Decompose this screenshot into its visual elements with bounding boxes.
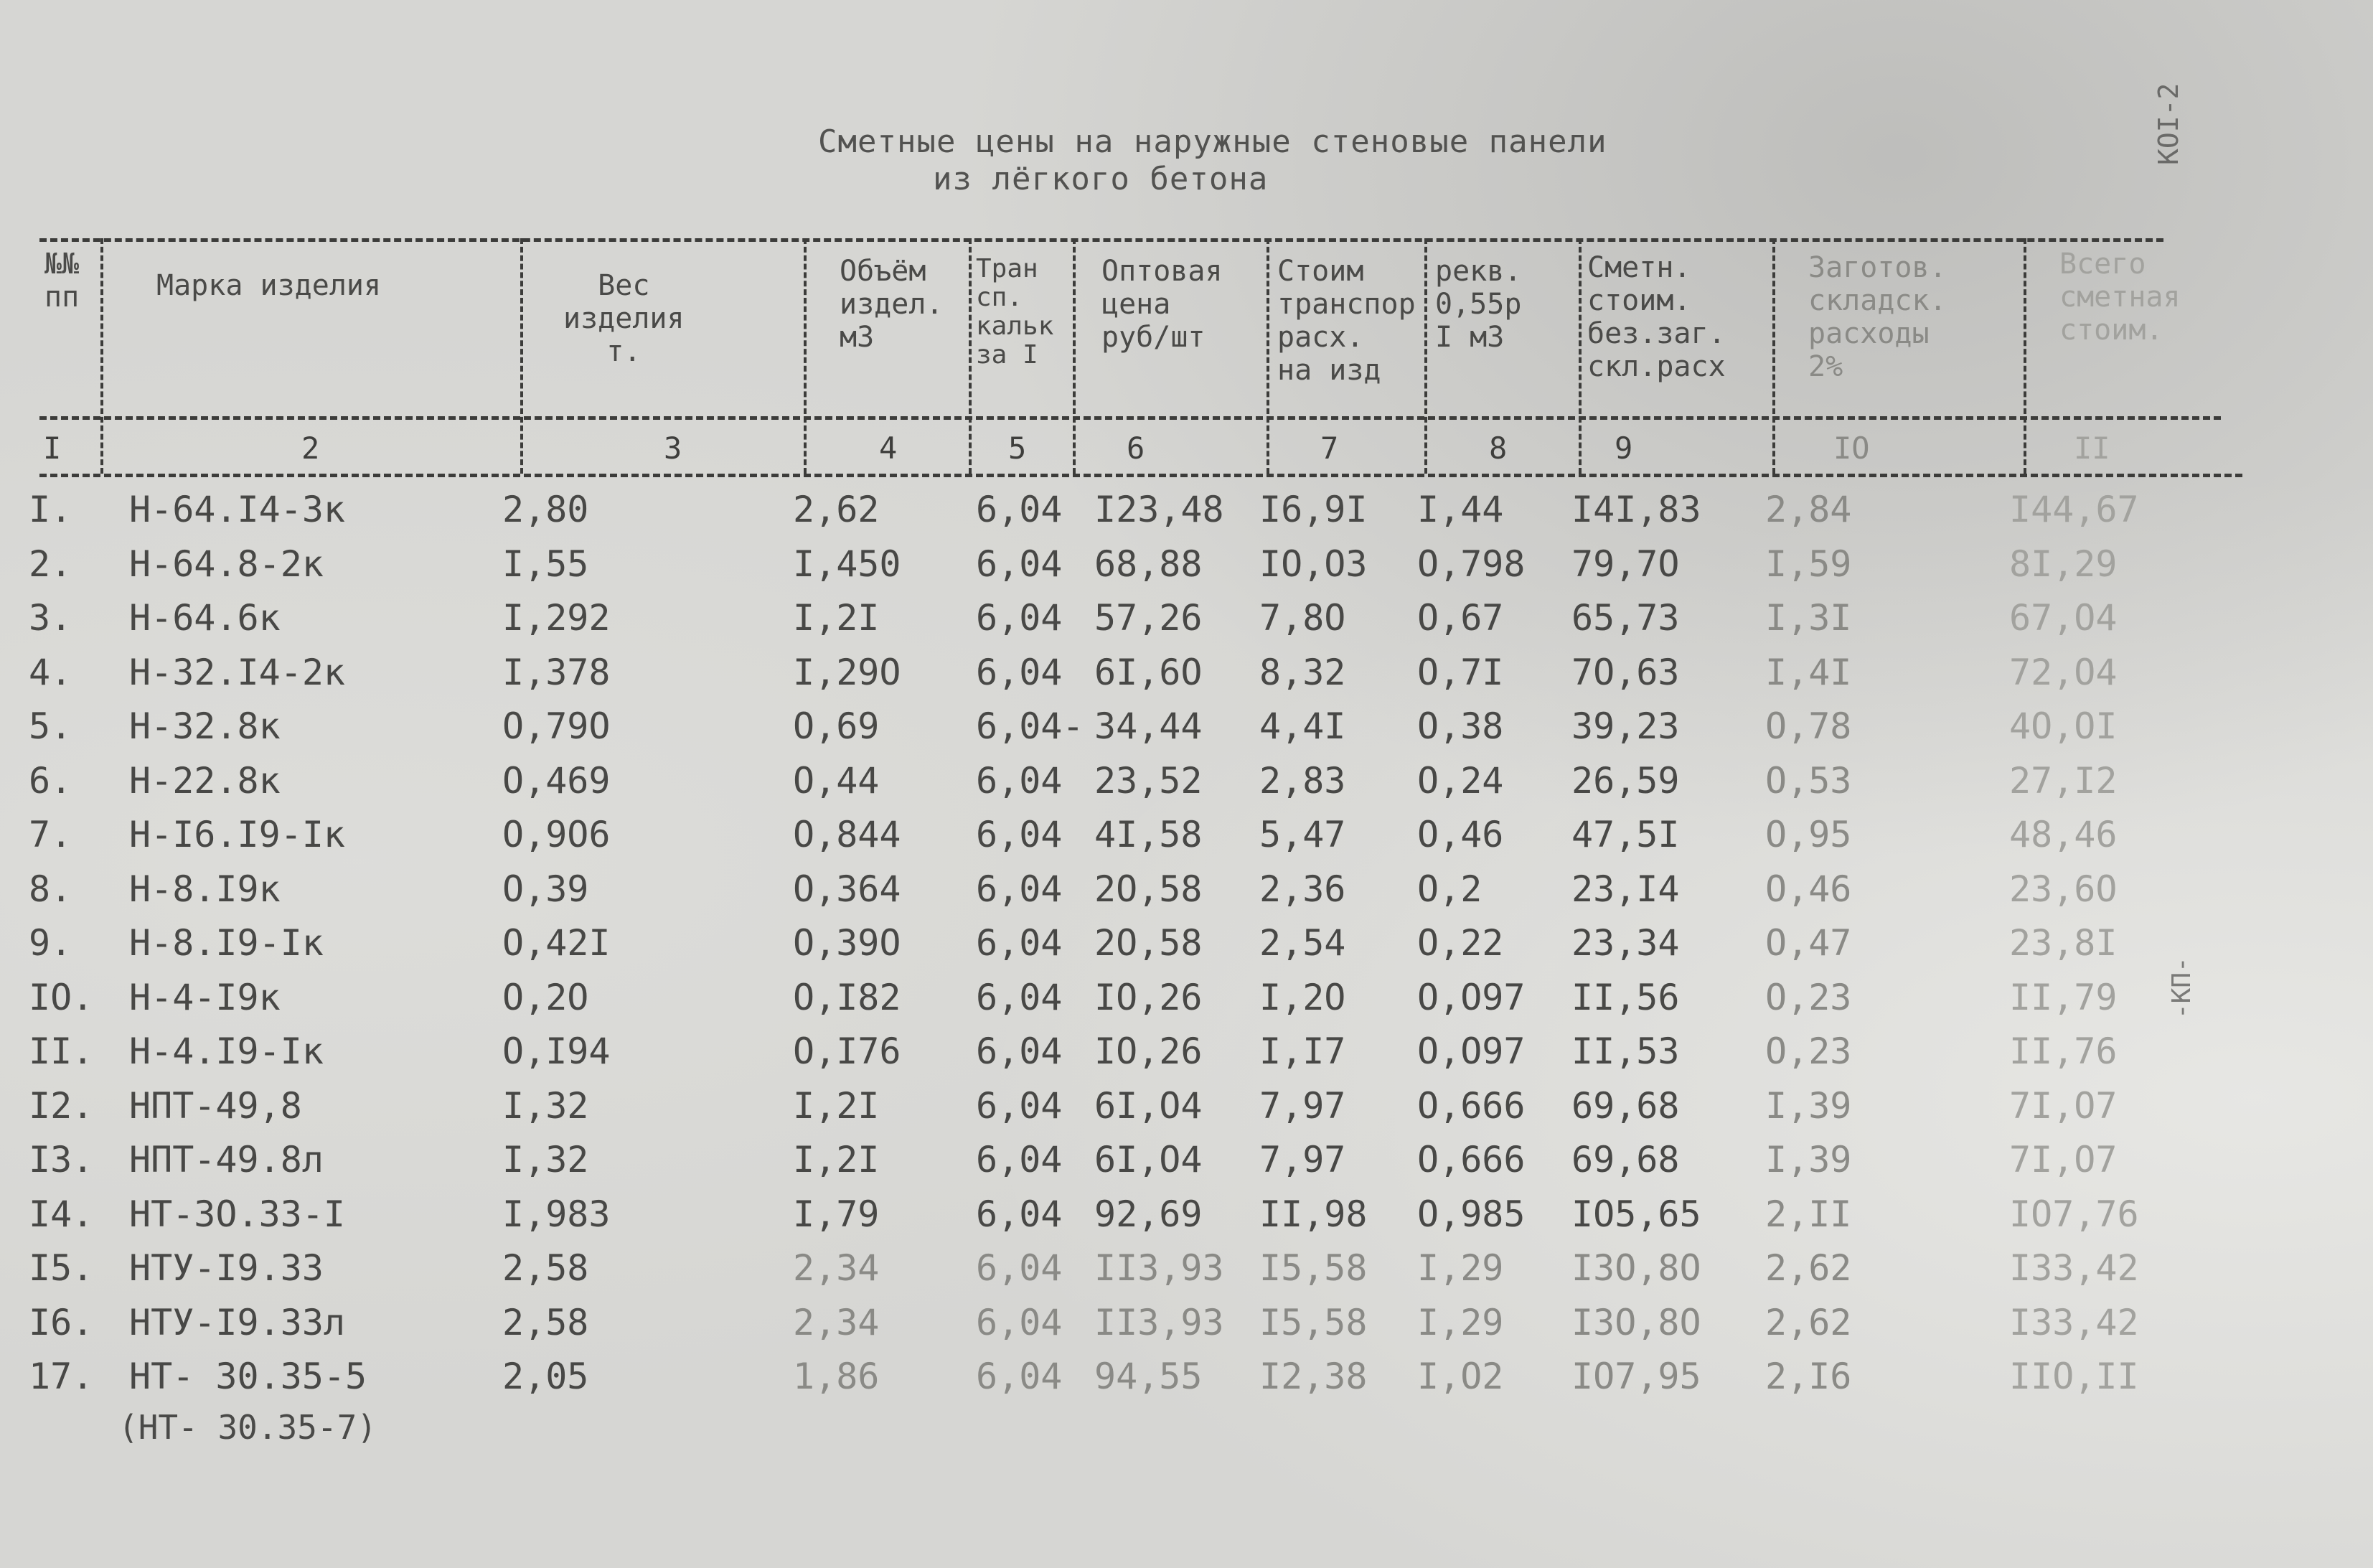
transport-cost-cell: 2,36: [1259, 868, 1346, 910]
price-cell: 94,55: [1094, 1356, 1203, 1397]
procurement-cell: O,46: [1765, 868, 1852, 910]
price-cell: 68,88: [1094, 543, 1203, 585]
row-number: I5.: [29, 1247, 94, 1289]
price-cell: IO,26: [1094, 976, 1203, 1018]
document-title: [818, 123, 1751, 198]
col-number: IO: [1833, 431, 1870, 466]
table-row: [0, 1247, 2373, 1301]
row-number: 9.: [29, 922, 72, 964]
table-row: [0, 759, 2373, 814]
total-cell: 72,O4: [2009, 651, 2118, 693]
product-mark: Н-22.8к: [129, 759, 281, 802]
header-transport: Тран сп. кальк за I: [976, 254, 1054, 370]
header-col-sep: [100, 238, 103, 474]
table-row: [0, 596, 2373, 651]
transport-cost-cell: II,98: [1259, 1193, 1368, 1235]
procurement-cell: 2,62: [1765, 1247, 1852, 1289]
procurement-cell: 2,I6: [1765, 1356, 1852, 1397]
header-col-sep: [520, 238, 523, 474]
procurement-cell: 2,II: [1765, 1193, 1852, 1235]
transport-cell: 6,04: [976, 489, 1063, 530]
volume-cell: 2,34: [793, 1301, 880, 1343]
table-row: [0, 921, 2373, 976]
transport-cell: 6,04: [976, 1031, 1063, 1072]
row-number: I4.: [29, 1193, 94, 1235]
transport-cell: 6,04: [976, 1084, 1063, 1127]
header-mid-rule: [39, 416, 2221, 420]
product-mark: Н-64.8-2к: [129, 543, 324, 585]
total-cell: 4O,OI: [2009, 705, 2118, 747]
volume-cell: I,29O: [793, 651, 901, 693]
total-cell: 7I,O7: [2009, 1139, 2118, 1180]
header-bottom-rule: [39, 474, 2242, 477]
procurement-cell: 2,62: [1765, 1301, 1852, 1343]
row-number: 6.: [29, 759, 72, 802]
weight-cell: I,55: [502, 543, 589, 585]
product-mark: Н-32.I4-2к: [129, 651, 346, 693]
table-row: [0, 868, 2373, 922]
total-cell: IIO,II: [2009, 1356, 2139, 1397]
header-col-sep: [1073, 238, 1076, 474]
weight-cell: 2,58: [502, 1301, 589, 1343]
weight-cell: O,39: [502, 868, 589, 910]
volume-cell: I,450: [793, 543, 901, 585]
total-cell: I33,42: [2009, 1247, 2139, 1289]
volume-cell: 1,86: [793, 1356, 880, 1397]
transport-cell: 6,04: [976, 1356, 1063, 1397]
weight-cell: O,79O: [502, 705, 611, 747]
volume-cell: I,2I: [793, 1139, 880, 1180]
procurement-cell: O,78: [1765, 705, 1852, 747]
transport-cell: 6,04: [976, 1193, 1063, 1235]
transport-cell: 6,04: [976, 922, 1063, 964]
estimate-cell: II,53: [1571, 1031, 1680, 1072]
col-number: 9: [1615, 431, 1633, 466]
transport-cost-cell: 7,8O: [1259, 597, 1346, 639]
volume-cell: 2,62: [793, 489, 880, 530]
volume-cell: O,364: [793, 868, 901, 910]
product-mark: НПТ-49.8л: [129, 1139, 324, 1180]
price-cell: 4I,58: [1094, 814, 1203, 855]
volume-cell: O,I76: [793, 1031, 901, 1072]
volume-cell: I,2I: [793, 597, 880, 639]
product-mark: Н-4-I9к: [129, 976, 281, 1018]
price-cell: I23,48: [1094, 489, 1224, 530]
product-mark: НТУ-I9.33: [129, 1247, 324, 1289]
weight-cell: 2,58: [502, 1247, 589, 1289]
col-number: 3: [664, 431, 682, 466]
header-col-sep: [1424, 238, 1427, 474]
total-cell: I44,67: [2009, 489, 2139, 530]
transport-cell: 6,04: [976, 1139, 1063, 1180]
transport-cell: 6,04: [976, 1247, 1063, 1289]
transport-cell: 6,04-: [976, 705, 1084, 747]
rekv-cell: O,O97: [1417, 976, 1526, 1018]
rekv-cell: O,24: [1417, 759, 1504, 802]
transport-cost-cell: 2,83: [1259, 759, 1346, 802]
weight-cell: I,983: [502, 1193, 611, 1235]
product-mark: Н-8.I9-Iк: [129, 922, 324, 964]
volume-cell: O,39O: [793, 922, 901, 964]
price-cell: 92,69: [1094, 1193, 1203, 1235]
volume-cell: O,844: [793, 814, 901, 855]
estimate-cell: 7O,63: [1571, 651, 1680, 693]
title-line-2: из лёгкого бетона: [933, 161, 1269, 197]
transport-cost-cell: 5,47: [1259, 814, 1346, 855]
price-cell: II3,93: [1094, 1247, 1224, 1289]
procurement-cell: O,23: [1765, 976, 1852, 1018]
price-cell: 6I,O4: [1094, 1084, 1203, 1127]
row-number: I3.: [29, 1139, 94, 1180]
weight-cell: O,42I: [502, 922, 611, 964]
rekv-cell: I,29: [1417, 1301, 1504, 1343]
col-number: II: [2074, 431, 2110, 466]
product-mark: НТУ-I9.33л: [129, 1301, 346, 1343]
volume-cell: I,79: [793, 1193, 880, 1235]
row-number: 7.: [29, 814, 72, 855]
total-cell: 23,6O: [2009, 868, 2118, 910]
transport-cost-cell: 8,32: [1259, 651, 1346, 693]
total-cell: II,79: [2009, 976, 2118, 1018]
estimate-cell: 79,7O: [1571, 543, 1680, 585]
transport-cost-cell: I2,38: [1259, 1356, 1368, 1397]
price-cell: 34,44: [1094, 705, 1203, 747]
estimate-cell: 39,23: [1571, 705, 1680, 747]
transport-cell: 6,04: [976, 759, 1063, 802]
row-number: I.: [29, 489, 72, 530]
price-cell: II3,93: [1094, 1301, 1224, 1343]
header-col-sep: [2024, 238, 2026, 474]
weight-cell: I,378: [502, 651, 611, 693]
col-number: 6: [1127, 431, 1145, 466]
transport-cell: 6,04: [976, 597, 1063, 639]
transport-cell: 6,04: [976, 976, 1063, 1018]
transport-cell: 6,04: [976, 868, 1063, 910]
transport-cost-cell: 4,4I: [1259, 705, 1346, 747]
product-mark: НТ-3О.33-I: [129, 1193, 346, 1235]
estimate-cell: IO7,95: [1571, 1356, 1701, 1397]
weight-cell: 2,05: [502, 1356, 589, 1397]
table-row: [0, 976, 2373, 1031]
product-mark: Н-64.6к: [129, 597, 281, 639]
header-total: Всего сметная стоим.: [2059, 248, 2181, 347]
col-number: 4: [879, 431, 898, 466]
row-number: IO.: [29, 976, 94, 1018]
col-number: 5: [1008, 431, 1027, 466]
col-number: I: [43, 431, 62, 466]
header-smeta: Сметн. стоим. без.заг. скл.расх: [1587, 251, 1726, 383]
procurement-cell: I,39: [1765, 1084, 1852, 1127]
estimate-cell: 47,5I: [1571, 814, 1680, 855]
total-cell: 8I,29: [2009, 543, 2118, 585]
col-number: 2: [301, 431, 320, 466]
row-number: 17.: [29, 1356, 94, 1397]
table-row: [0, 1193, 2373, 1247]
transport-cell: 6,04: [976, 651, 1063, 693]
product-mark: НПТ-49,8: [129, 1084, 302, 1127]
header-zagot: Заготов. складск. расходы 2%: [1808, 251, 1947, 383]
product-mark: НТ- 30.35-5: [129, 1356, 367, 1397]
procurement-cell: O,23: [1765, 1031, 1852, 1072]
product-mark: Н-64.I4-3к: [129, 489, 346, 530]
rekv-cell: O,985: [1417, 1193, 1526, 1235]
table-row: [0, 543, 2373, 597]
product-mark: Н-8.I9к: [129, 868, 281, 910]
weight-cell: O,I94: [502, 1031, 611, 1072]
estimate-cell: I3O,8O: [1571, 1301, 1701, 1343]
rekv-cell: O,38: [1417, 705, 1504, 747]
volume-cell: 2,34: [793, 1247, 880, 1289]
rekv-cell: O,666: [1417, 1084, 1526, 1127]
estimate-cell: II,56: [1571, 976, 1680, 1018]
row-number: II.: [29, 1031, 94, 1072]
transport-cost-cell: 7,97: [1259, 1084, 1346, 1127]
rekv-cell: O,666: [1417, 1139, 1526, 1180]
rekv-cell: O,O97: [1417, 1031, 1526, 1072]
header-col-sep: [1772, 238, 1775, 474]
total-cell: II,76: [2009, 1031, 2118, 1072]
rekv-cell: O,46: [1417, 814, 1504, 855]
header-col-sep: [969, 238, 972, 474]
estimate-cell: I3O,8O: [1571, 1247, 1701, 1289]
table-row: [0, 1084, 2373, 1139]
estimate-cell: IO5,65: [1571, 1193, 1701, 1235]
total-cell: I33,42: [2009, 1301, 2139, 1343]
transport-cell: 6,04: [976, 814, 1063, 855]
total-cell: IO7,76: [2009, 1193, 2139, 1235]
col-number: 7: [1320, 431, 1339, 466]
row-number: 5.: [29, 705, 72, 747]
weight-cell: O,2O: [502, 976, 589, 1018]
transport-cell: 6,04: [976, 1301, 1063, 1343]
weight-cell: O,469: [502, 759, 611, 802]
side-note-2: -КП-: [2167, 957, 2196, 1019]
estimate-cell: 65,73: [1571, 597, 1680, 639]
weight-cell: O,9O6: [502, 814, 611, 855]
procurement-cell: O,95: [1765, 814, 1852, 855]
rekv-cell: I,29: [1417, 1247, 1504, 1289]
total-cell: 23,8I: [2009, 922, 2118, 964]
rekv-cell: O,2: [1417, 868, 1482, 910]
procurement-cell: O,53: [1765, 759, 1852, 802]
header-rekv: рекв. 0,55р I м3: [1435, 255, 1522, 354]
table-row: [0, 705, 2373, 759]
transport-cost-cell: I6,9I: [1259, 489, 1368, 530]
row-number: 3.: [29, 597, 72, 639]
rekv-cell: I,O2: [1417, 1356, 1504, 1397]
title-line-1: Сметные цены на наружные стеновые панели: [818, 123, 1607, 160]
total-cell: 48,46: [2009, 814, 2118, 855]
transport-cost-cell: I,2O: [1259, 976, 1346, 1018]
rekv-cell: O,22: [1417, 922, 1504, 964]
estimate-cell: 23,I4: [1571, 868, 1680, 910]
total-cell: 7I,O7: [2009, 1084, 2118, 1127]
weight-cell: I,32: [502, 1139, 589, 1180]
transport-cost-cell: 2,54: [1259, 922, 1346, 964]
transport-cost-cell: IO,O3: [1259, 543, 1368, 585]
transport-cost-cell: 7,97: [1259, 1139, 1346, 1180]
rekv-cell: I,44: [1417, 489, 1504, 530]
header-col-sep: [1267, 238, 1269, 474]
transport-cell: 6,04: [976, 543, 1063, 585]
price-cell: 2O,58: [1094, 922, 1203, 964]
row-number: I2.: [29, 1084, 94, 1127]
transport-cost-cell: I,I7: [1259, 1031, 1346, 1072]
row-17-alternate-mark: (НТ- 30.35-7): [118, 1408, 377, 1447]
price-cell: 57,26: [1094, 597, 1203, 639]
procurement-cell: I,3I: [1765, 597, 1852, 639]
total-cell: 27,I2: [2009, 759, 2118, 802]
rekv-cell: O,7I: [1417, 651, 1504, 693]
header-top-rule: [39, 238, 2163, 242]
price-cell: 6I,6O: [1094, 651, 1203, 693]
table-row: [0, 488, 2373, 543]
header-mark: Марка изделия: [156, 269, 382, 302]
procurement-cell: I,4I: [1765, 651, 1852, 693]
col-number: 8: [1489, 431, 1508, 466]
table-row: [0, 1030, 2373, 1084]
procurement-cell: 2,84: [1765, 489, 1852, 530]
header-weight: Вес изделия т.: [563, 269, 685, 368]
header-price: Оптовая цена руб/шт: [1101, 255, 1223, 354]
volume-cell: I,2I: [793, 1084, 880, 1127]
transport-cost-cell: I5,58: [1259, 1301, 1368, 1343]
header-trans-cost: Стоим транспор расх. на изд: [1277, 255, 1416, 387]
volume-cell: O,69: [793, 705, 880, 747]
row-number: I6.: [29, 1301, 94, 1343]
price-cell: IO,26: [1094, 1031, 1203, 1072]
estimate-cell: 69,68: [1571, 1139, 1680, 1180]
weight-cell: 2,80: [502, 489, 589, 530]
header-number: №№ пп: [44, 248, 80, 314]
table-row: [0, 1138, 2373, 1193]
table-row: [0, 813, 2373, 868]
price-cell: 6I,O4: [1094, 1139, 1203, 1180]
row-number: 8.: [29, 868, 72, 910]
total-cell: 67,O4: [2009, 597, 2118, 639]
price-cell: 2O,58: [1094, 868, 1203, 910]
procurement-cell: I,59: [1765, 543, 1852, 585]
side-note: КОI-2: [2153, 83, 2184, 165]
header-volume: Объём издел. м3: [840, 255, 944, 354]
estimate-cell: I4I,83: [1571, 489, 1701, 530]
header-col-sep: [804, 238, 807, 474]
estimate-cell: 26,59: [1571, 759, 1680, 802]
estimate-cell: 69,68: [1571, 1084, 1680, 1127]
table-row: [0, 1355, 2373, 1409]
weight-cell: I,292: [502, 597, 611, 639]
transport-cost-cell: I5,58: [1259, 1247, 1368, 1289]
procurement-cell: I,39: [1765, 1139, 1852, 1180]
rekv-cell: O,67: [1417, 597, 1504, 639]
volume-cell: O,I82: [793, 976, 901, 1018]
price-cell: 23,52: [1094, 759, 1203, 802]
product-mark: Н-I6.I9-Iк: [129, 814, 346, 855]
rekv-cell: O,798: [1417, 543, 1526, 585]
header-col-sep: [1579, 238, 1582, 474]
product-mark: Н-32.8к: [129, 705, 281, 747]
volume-cell: O,44: [793, 759, 880, 802]
table-row: [0, 1301, 2373, 1356]
estimate-cell: 23,34: [1571, 922, 1680, 964]
procurement-cell: O,47: [1765, 922, 1852, 964]
product-mark: Н-4.I9-Iк: [129, 1031, 324, 1072]
row-number: 2.: [29, 543, 72, 585]
table-row: [0, 651, 2373, 705]
weight-cell: I,32: [502, 1084, 589, 1127]
row-number: 4.: [29, 651, 72, 693]
